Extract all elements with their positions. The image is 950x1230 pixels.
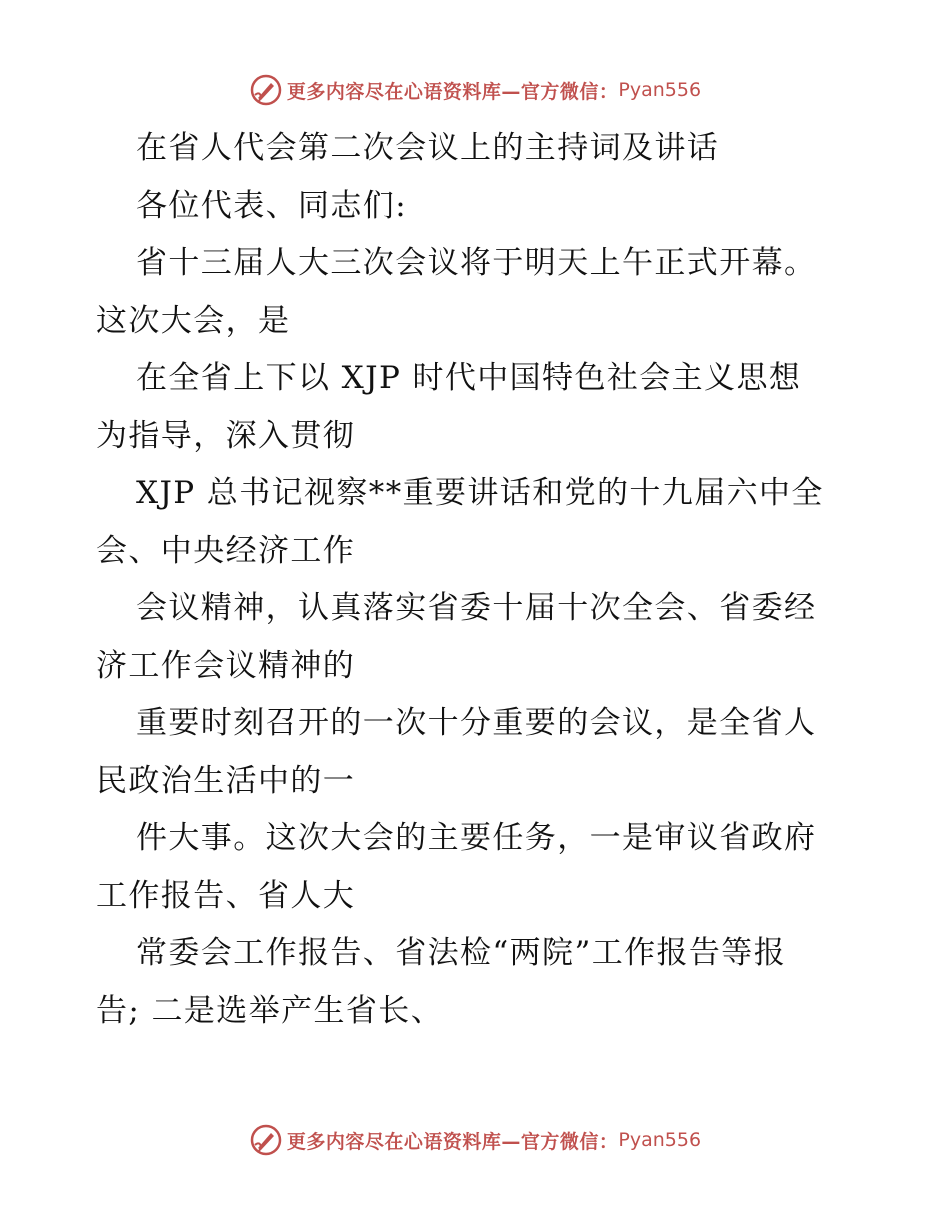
paragraph-line: 为指导，深入贯彻 [96, 417, 356, 454]
paragraph-line: 重要时刻召开的一次十分重要的会议，是全省人 [136, 705, 817, 741]
pen-quill-logo-icon [249, 73, 283, 107]
paragraph-line: 济工作会议精神的 [96, 647, 356, 684]
pen-quill-logo-icon [249, 1123, 283, 1157]
footer-banner [0, 1120, 950, 1160]
paragraph-line: XJP 总书记视察**重要讲话和党的十九届六中全 [136, 475, 824, 511]
document-body [96, 126, 856, 1046]
paragraph-line: 会、中央经济工作 [96, 532, 356, 569]
paragraph-line: 会议精神，认真落实省委十届十次全会、省委经 [136, 590, 817, 626]
header-banner-text: 更多内容尽在心语资料库—官方微信： [286, 80, 619, 103]
header-wechat-id: Pyan556 [618, 79, 702, 101]
paragraph-line: 省十三届人大三次会议将于明天上午正式开幕。 [136, 245, 817, 281]
footer-banner-text: 更多内容尽在心语资料库—官方微信： [286, 1130, 619, 1153]
document-title: 在省人代会第二次会议上的主持词及讲话 [136, 130, 720, 166]
paragraph-line: 在全省上下以 XJP 时代中国特色社会主义思想 [136, 360, 802, 396]
paragraph-line: 件大事。这次大会的主要任务，一是审议省政府 [136, 820, 817, 856]
paragraph-line: 这次大会，是 [96, 302, 291, 339]
header-banner [0, 70, 950, 110]
paragraph-line: 常委会工作报告、省法检“两院”工作报告等报 [136, 935, 787, 971]
paragraph-line: 告; 二是选举产生省长、 [96, 992, 444, 1029]
paragraph-line: 民政治生活中的一 [96, 762, 356, 799]
salutation: 各位代表、同志们: [136, 187, 408, 224]
paragraph-line: 工作报告、省人大 [96, 877, 356, 914]
footer-wechat-id: Pyan556 [618, 1129, 702, 1151]
